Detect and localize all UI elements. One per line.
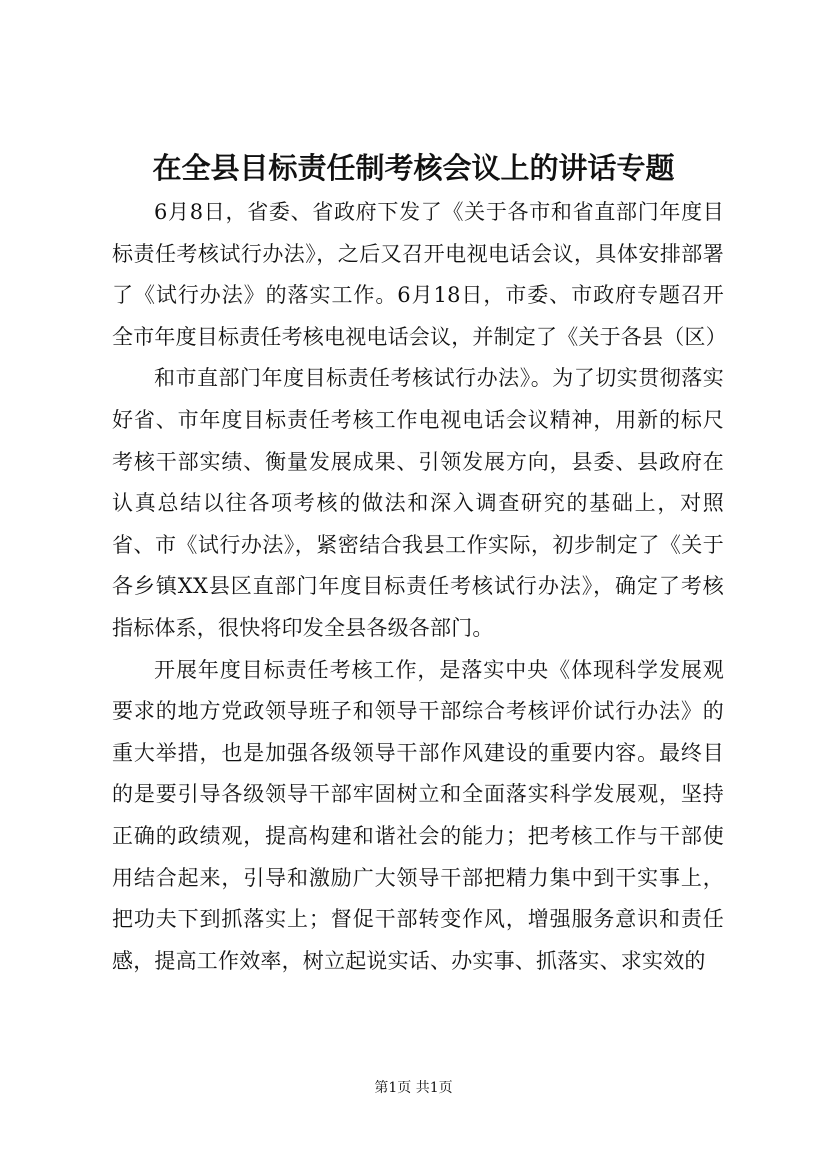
document-body [112,192,727,982]
page-footer: 第1页 共1页 [374,1080,453,1096]
paragraph-3: 开展年度目标责任考核工作，是落实中央《体现科学发展观要求的地方党政领导班子和领导干部综合考核评价试行办法》的重大举措，也是加强各级领导干部作风建设的重要内容。最终目的是要引导各级领导干部牢固树立和全面落实科学发展观，坚持正确的政绩观，提高构建和谐社会的能力；把考核工作与干部使用结合起来，引导和激励广大领导干部把精力集中到干实事上，把功夫下到抓落实上；督促干部转变作风，增强服务意识和责任感，提高工作效率，树立起说实话、办实事、抓落实、求实效的 [112,657,724,973]
paragraph-1: 6月8日，省委、省政府下发了《关于各市和省直部门年度目标责任考核试行办法》，之后又召开电视电话会议，具体安排部署了《试行办法》的落实工作。6月18日，市委、市政府专题召开全市年度目标责任考核电视电话会议，并制定了《关于各县（区） [112,200,727,349]
document-title: 在全县目标责任制考核会议上的讲话专题 [152,151,675,185]
paragraph-2: 和市直部门年度目标责任考核试行办法》。为了切实贯彻落实好省、市年度目标责任考核工作电视电话会议精神，用新的标尺考核干部实绩、衡量发展成果、引领发展方向，县委、县政府在认真总结以往各项考核的做法和深入调查研究的基础上，对照省、市《试行办法》，紧密结合我县工作实际，初步制定了《关于各乡镇XX县区直部门年度目标责任考核试行办法》，确定了考核指标体系，很快将印发全县各级各部门。 [112,366,724,640]
